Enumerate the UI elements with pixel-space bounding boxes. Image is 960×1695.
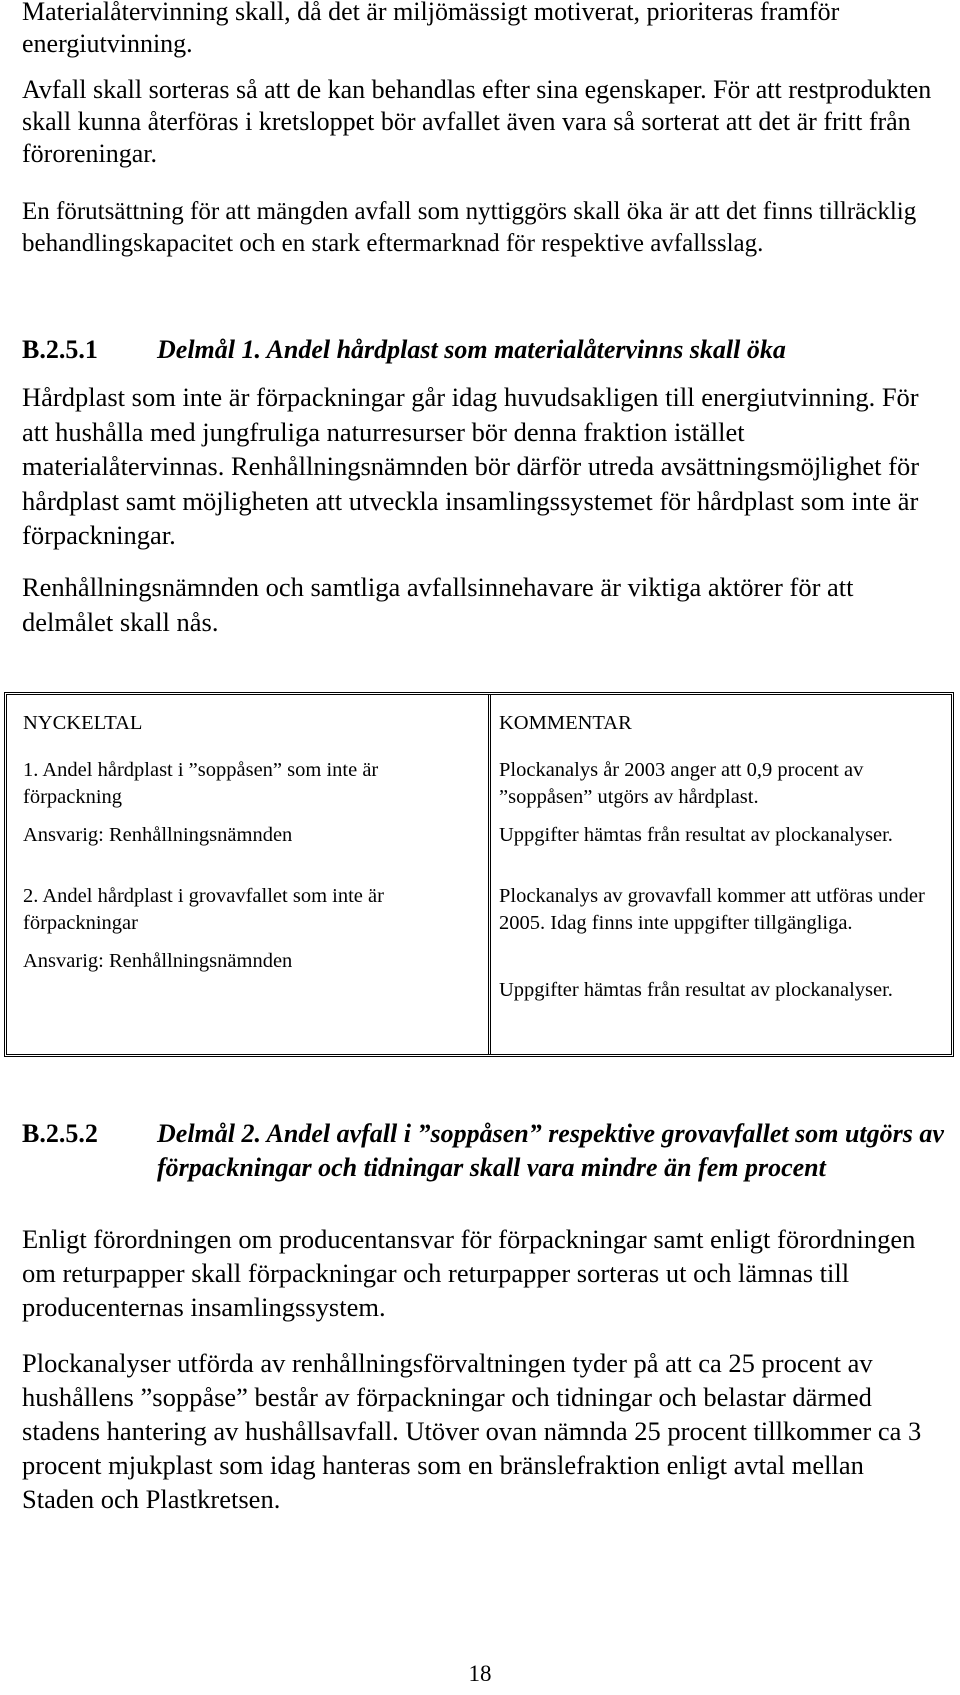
- paragraph-material-recycling: Materialåtervinning skall, då det är miljömässigt motiverat, prioriteras framför energiutvinning.: [22, 0, 840, 58]
- section-number-2: B.2.5.2: [22, 1119, 98, 1148]
- table-row1-indicator: 1. Andel hårdplast i ”soppåsen” som inte är förpackning: [23, 759, 379, 808]
- section2-paragraph-2: Plockanalyser utförda av renhållningsförvaltningen tyder på att ca 25 procent av hushållens ”soppåse” består av förpackningar och tidningar och belastar därmed stadens hantering av hushållsavfall. Utöver ovan nämnda 25 procent tillkommer ca 3 procent mjukplast som idag hanteras som en bränslefraktion enligt avtal mellan Staden och Plastkretsen.: [22, 1348, 922, 1514]
- paragraph-waste-sorting: Avfall skall sorteras så att de kan behandlas efter sina egenskaper. För att restprodukten skall kunna återföras i kretsloppet bör avfallet även vara så sorterat att det är fritt från föroreningar.: [22, 75, 932, 168]
- page-number: 18: [468, 1661, 492, 1686]
- table-header-left: NYCKELTAL: [23, 712, 143, 734]
- section1-paragraph-2: Renhållningsnämnden och samtliga avfallsinnehavare är viktiga aktörer för att delmålet skall nås.: [22, 572, 854, 637]
- table-column-divider: [488, 695, 491, 1054]
- table-header-right: KOMMENTAR: [499, 712, 632, 734]
- table-row2-comment: Plockanalys av grovavfall kommer att utföras under 2005. Idag finns inte uppgifter tillgängliga.: [499, 885, 925, 934]
- table-row1-responsible: Ansvarig: Renhållningsnämnden: [23, 824, 293, 846]
- section2-paragraph-1: Enligt förordningen om producentansvar för förpackningar samt enligt förordningen om returpapper skall förpackningar och returpapper sorteras ut och lämnas till producenternas insamlingssystem.: [22, 1224, 916, 1322]
- section-title-2: Delmål 2. Andel avfall i ”soppåsen” respektive grovavfallet som utgörs av förpackningar och tidningar skall vara mindre än fem procent: [157, 1119, 944, 1182]
- section-number-1: B.2.5.1: [22, 335, 98, 364]
- table-row2-source: Uppgifter hämtas från resultat av plockanalyser.: [499, 979, 893, 1001]
- table-row1-source: Uppgifter hämtas från resultat av plockanalyser.: [499, 824, 893, 846]
- key-figures-table: [4, 692, 954, 1057]
- table-row2-indicator: 2. Andel hårdplast i grovavfallet som inte är förpackningar: [23, 885, 384, 934]
- section1-paragraph-1: Hårdplast som inte är förpackningar går idag huvudsakligen till energiutvinning. För att hushålla med jungfruliga naturresurser bör denna fraktion istället materialåtervinnas. Renhållningsnämnden bör därför utreda avsättningsmöjlighet för hårdplast samt möjligheten att utveckla insamlingssystemet för hårdplast som inte är förpackningar.: [22, 382, 920, 550]
- table-row1-comment: Plockanalys år 2003 anger att 0,9 procent av ”soppåsen” utgörs av hårdplast.: [499, 759, 864, 808]
- table-row2-responsible: Ansvarig: Renhållningsnämnden: [23, 950, 293, 972]
- section-title-1: Delmål 1. Andel hårdplast som materialåtervinns skall öka: [157, 335, 786, 364]
- paragraph-treatment-capacity: En förutsättning för att mängden avfall som nyttiggörs skall öka är att det finns tillräcklig behandlingskapacitet och en stark eftermarknad för respektive avfallsslag.: [22, 198, 917, 257]
